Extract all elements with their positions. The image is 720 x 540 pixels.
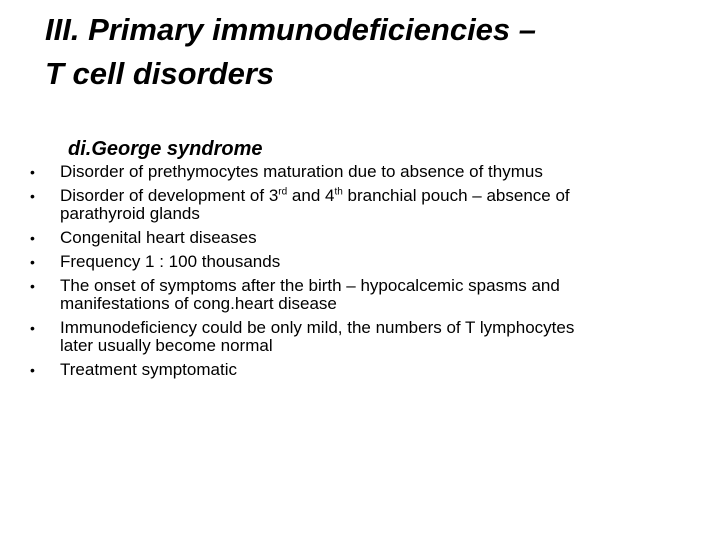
bullet-icon: • xyxy=(30,188,35,204)
bullet-text: Immunodeficiency could be only mild, the numbers of T lymphocytes xyxy=(60,318,575,337)
bullet-list xyxy=(30,163,700,385)
bullet-text-continuation: manifestations of cong.heart disease xyxy=(60,294,337,313)
bullet-item-frequency xyxy=(30,253,700,271)
bullet-text xyxy=(60,187,700,205)
bullet-text: Treatment symptomatic xyxy=(60,360,237,379)
bullet-text: The onset of symptoms after the birth – hypocalcemic spasms and xyxy=(60,276,560,295)
bullet-icon: • xyxy=(30,278,35,294)
bullet-icon: • xyxy=(30,320,35,336)
bullet-icon: • xyxy=(30,230,35,246)
superscript-th: th xyxy=(334,186,343,198)
bullet-text: Disorder of prethymocytes maturation due to absence of thymus xyxy=(60,162,543,181)
bullet-text-continuation: parathyroid glands xyxy=(60,204,200,223)
bullet-icon: • xyxy=(30,164,35,180)
slide-title xyxy=(45,8,685,96)
bullet-text-part: and 4 xyxy=(287,186,335,205)
bullet-item-branchial-pouch xyxy=(30,187,700,223)
title-line-2: T cell disorders xyxy=(45,56,275,91)
bullet-text-part: Disorder of development of 3 xyxy=(60,186,279,205)
bullet-item-thymus xyxy=(30,163,700,181)
section-subtitle: di.George syndrome xyxy=(68,138,263,160)
title-line-1: III. Primary immunodeficiencies – xyxy=(45,12,537,47)
bullet-icon: • xyxy=(30,254,35,270)
bullet-text-part: branchial pouch – absence of xyxy=(342,186,570,205)
bullet-item-heart xyxy=(30,229,700,247)
bullet-item-treatment xyxy=(30,361,700,379)
bullet-item-onset xyxy=(30,277,700,313)
bullet-text: Congenital heart diseases xyxy=(60,228,257,247)
bullet-icon: • xyxy=(30,362,35,378)
superscript-rd: rd xyxy=(278,186,288,198)
bullet-item-immunodeficiency xyxy=(30,319,700,355)
bullet-text: Frequency 1 : 100 thousands xyxy=(60,252,281,271)
bullet-text-continuation: later usually become normal xyxy=(60,336,273,355)
